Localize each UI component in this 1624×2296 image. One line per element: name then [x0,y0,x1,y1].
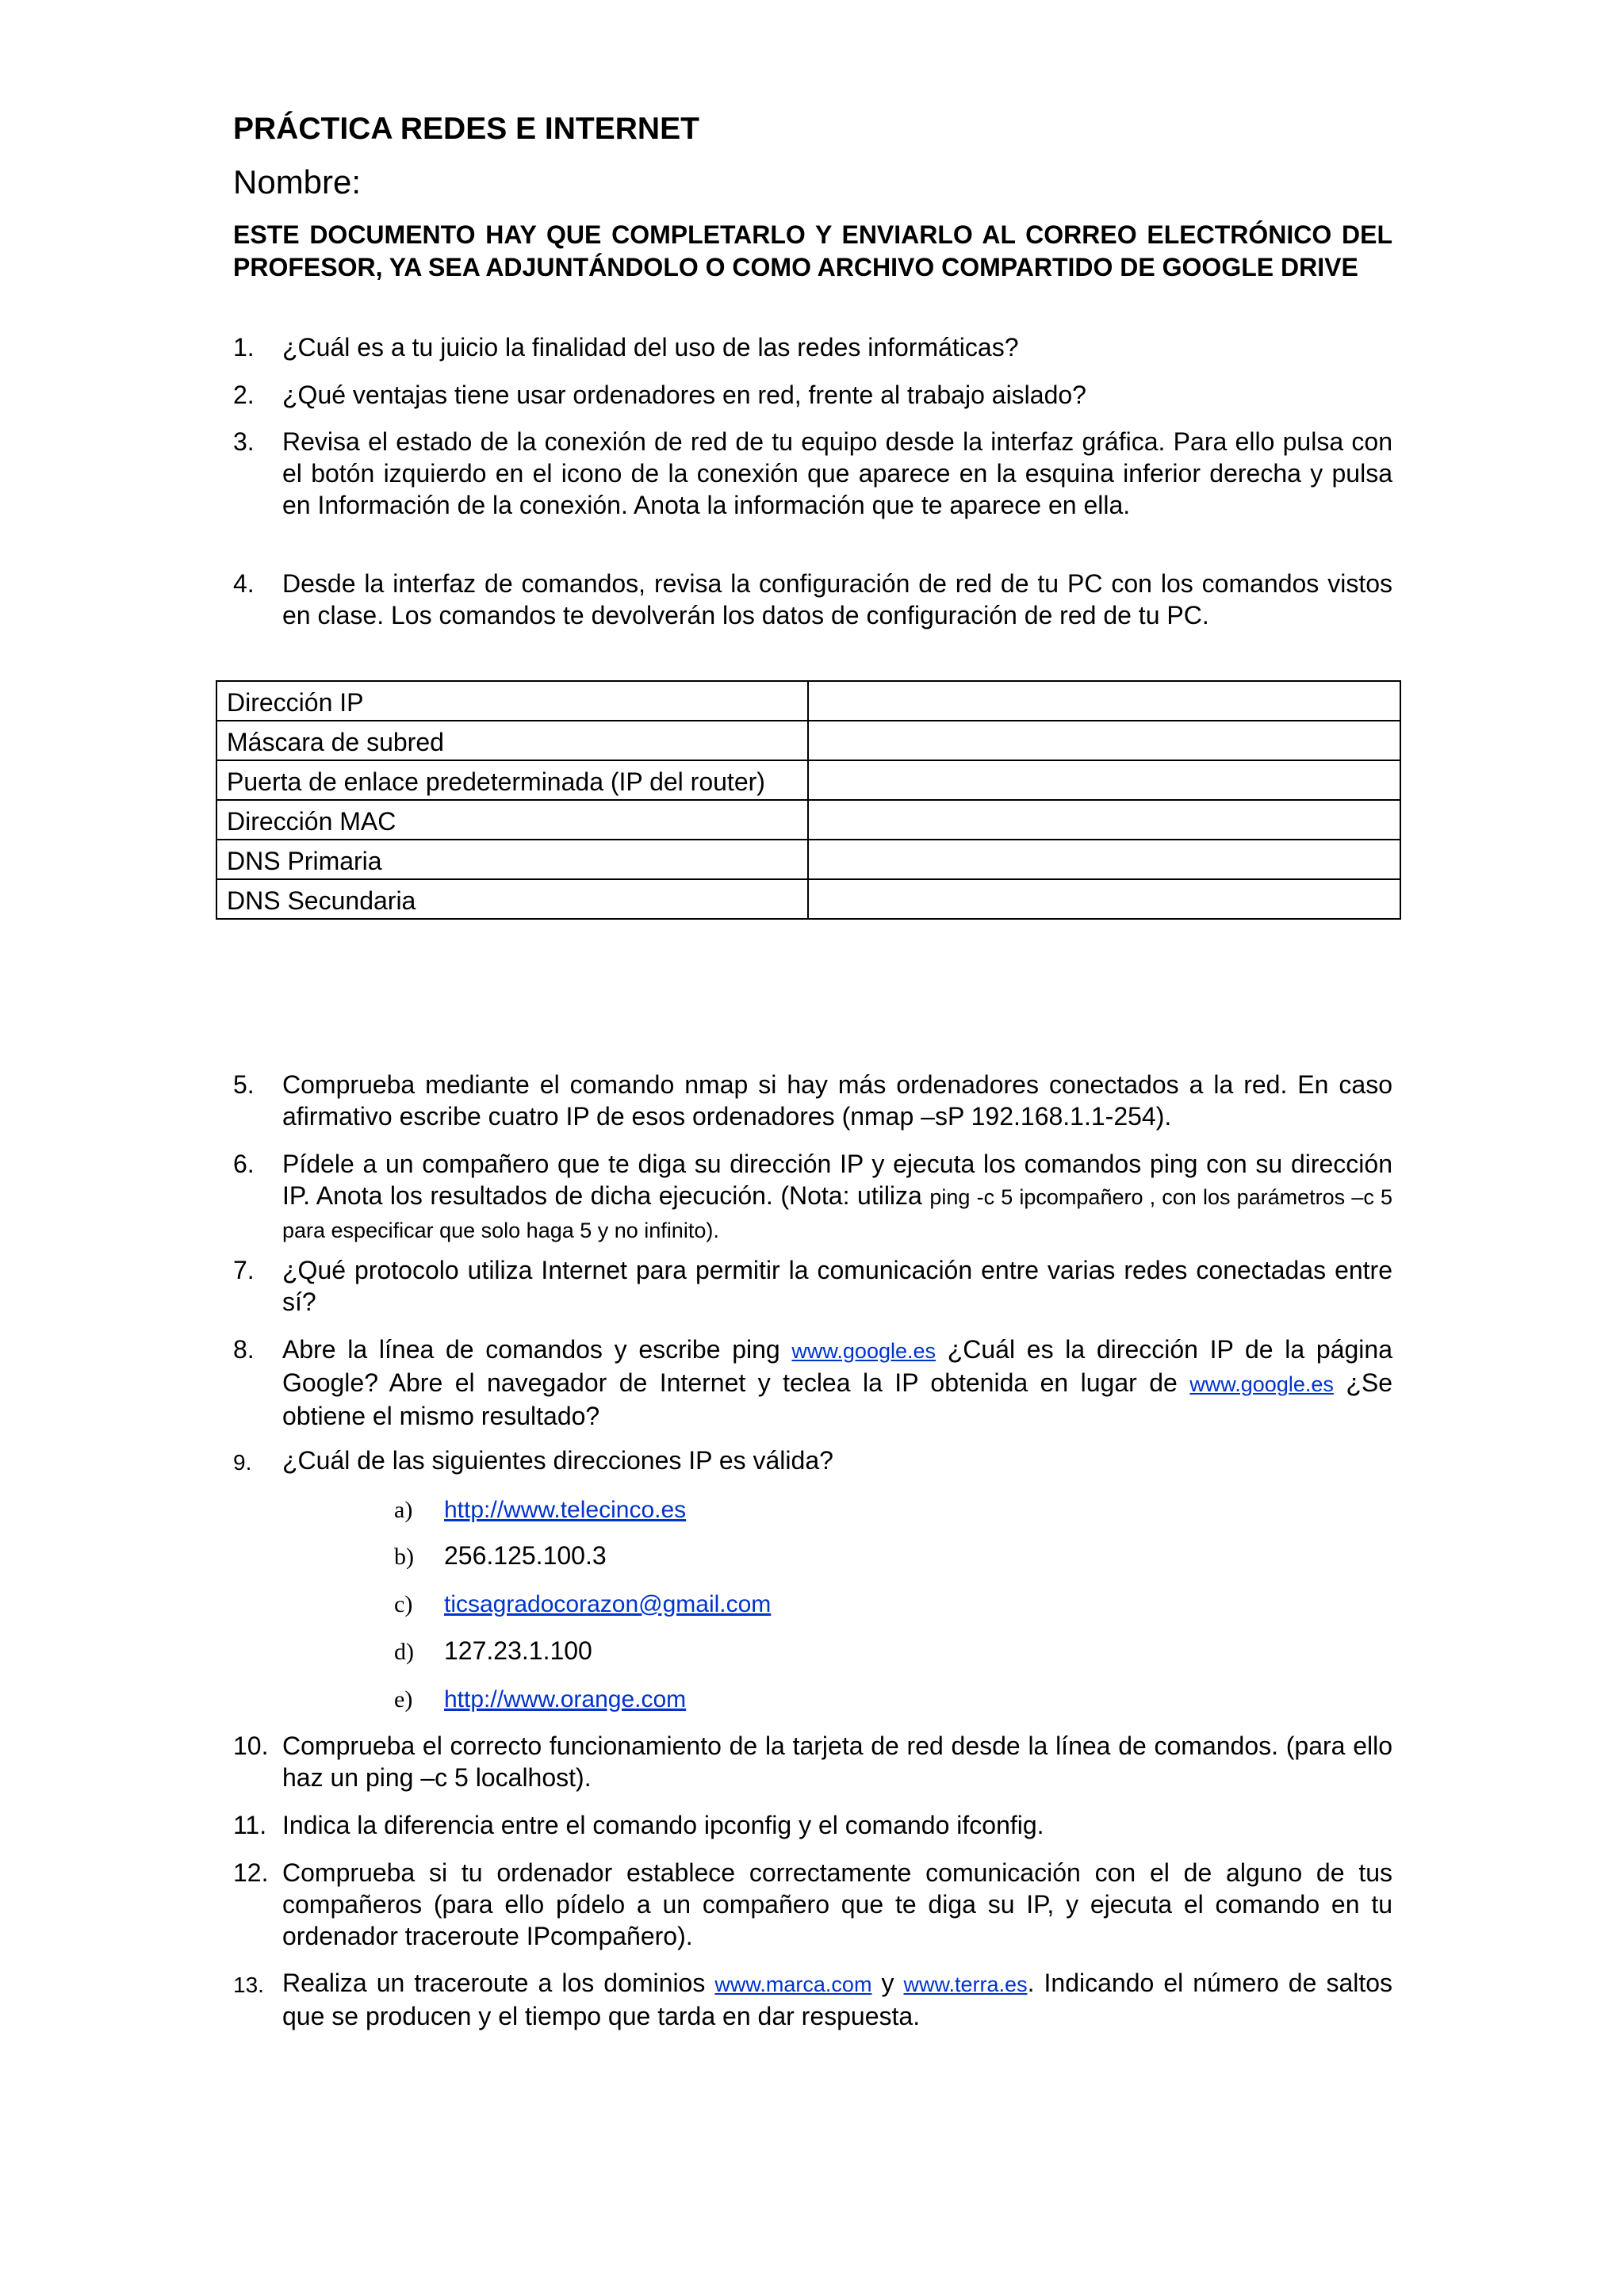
table-label: Máscara de subred [216,721,808,760]
option-a [394,1493,686,1526]
question-12 [233,1857,1392,1952]
question-number: 10. [233,1732,269,1760]
table-row [216,879,1400,919]
marca-link[interactable]: www.marca.com [714,1973,872,1996]
question-text: ¿Qué ventajas tiene usar ordenadores en red, frente al trabajo aislado? [282,381,1086,409]
terra-link[interactable]: www.terra.es [903,1973,1028,1996]
option-link[interactable]: http://www.orange.com [444,1686,687,1712]
table-label: Puerta de enlace predeterminada (IP del router) [216,760,808,800]
option-letter: c) [394,1591,413,1617]
question-number: 6. [233,1150,255,1178]
question-2 [233,379,1392,411]
google-link[interactable]: www.google.es [1189,1372,1334,1396]
table-row [216,840,1400,879]
question-text: Desde la interfaz de comandos, revisa la configuración de red de tu PC con los comandos vistos en clase. Los comandos te devolverán los datos de configuración de red de tu PC. [282,569,1392,629]
table-label: Dirección IP [216,681,808,721]
question-1 [233,331,1392,363]
option-letter: e) [394,1686,413,1712]
question-text: Comprueba si tu ordenador establece correctamente comunicación con el de alguno de tus compañeros (para ello pídelo a un compañero que te diga su IP, y ejecuta el comando en tu ordenador traceroute IPcompañero). [282,1858,1392,1950]
table-row [216,721,1400,760]
question-text [282,1334,1392,1432]
table-row [216,800,1400,840]
question-text: Indica la diferencia entre el comando ipconfig y el comando ifconfig. [282,1811,1044,1839]
question-4 [233,568,1392,631]
table-label: Dirección MAC [216,800,808,840]
table-value-cell[interactable] [808,721,1400,760]
option-e [394,1682,686,1716]
question-5 [233,1069,1392,1132]
question-number: 3. [233,427,255,456]
question-text [282,1967,1392,2032]
option-d [394,1635,592,1667]
option-value: 127.23.1.100 [444,1636,592,1665]
option-letter: a) [394,1497,413,1523]
question-text [282,1148,1392,1246]
question-number: 7. [233,1256,255,1284]
question-number: 2. [233,381,255,409]
google-link[interactable]: www.google.es [791,1339,936,1363]
question-number: 11. [233,1811,267,1839]
question-text-part: ¿Cuál es la dirección IP de la página Google? Abre el navegador de Internet y teclea la IP obtenida en lugar de [282,1335,1393,1397]
table-row [216,760,1400,800]
option-link[interactable]: ticsagradocorazon@gmail.com [444,1591,772,1617]
question-number: 13. [233,1973,264,1997]
question-number: 1. [233,333,255,362]
question-text-part: y [881,1969,894,1997]
question-text-main: Pídele a un compañero que te diga su dirección IP y ejecuta los comandos ping con su dirección IP. Anota los resultados de dicha ejecución. (Nota: utiliza [282,1150,1392,1210]
option-letter: b) [394,1544,414,1570]
question-text-part: . Indicando el número de saltos que se producen y el tiempo que tarda en dar respuesta. [282,1969,1393,2030]
question-text: ¿Cuál de las siguientes direcciones IP es válida? [282,1446,833,1475]
table-label: DNS Primaria [216,840,808,879]
question-number: 5. [233,1070,255,1099]
table-value-cell[interactable] [808,760,1400,800]
question-number: 4. [233,569,255,598]
option-c [394,1587,771,1621]
instructions: ESTE DOCUMENTO HAY QUE COMPLETARLO Y ENVIARLO AL CORREO ELECTRÓNICO DEL PROFESOR, YA SEA ADJUNTÁNDOLO O COMO ARCHIVO COMPARTIDO DE GOOGLE DRIVE [233,220,1392,281]
question-number: 8. [233,1335,255,1364]
document-title: PRÁCTICA REDES E INTERNET [233,112,699,146]
table-value-cell[interactable] [808,681,1400,721]
option-letter: d) [394,1639,414,1665]
question-note: ping -c 5 ipcompañero , con los parámetros –c 5 para especificar que solo haga 5 y no infinito). [282,1185,1393,1242]
question-8 [233,1334,1392,1432]
question-9 [233,1445,1392,1476]
question-3 [233,426,1392,521]
question-text-part: Realiza un traceroute a los dominios [282,1969,706,1997]
table-value-cell[interactable] [808,879,1400,919]
question-text: ¿Cuál es a tu juicio la finalidad del uso de las redes informáticas? [282,333,1019,362]
question-text-part: Abre la línea de comandos y escribe ping [282,1335,780,1364]
question-11 [233,1809,1392,1841]
option-value: 256.125.100.3 [444,1541,607,1570]
question-text-part: ¿Se obtiene el mismo resultado? [282,1368,1392,1430]
question-text: ¿Qué protocolo utiliza Internet para permitir la comunicación entre varias redes conectadas entre sí? [282,1256,1392,1316]
option-link[interactable]: http://www.telecinco.es [444,1497,687,1523]
network-config-table [216,680,1401,920]
question-6 [233,1148,1392,1246]
name-label: Nombre: [233,163,362,201]
question-text: Comprueba el correcto funcionamiento de la tarjeta de red desde la línea de comandos. (para ello haz un ping –c 5 localhost). [282,1732,1392,1792]
question-text: Revisa el estado de la conexión de red de tu equipo desde la interfaz gráfica. Para ello pulsa con el botón izquierdo en el icono de la conexión que aparece en la esquina inferior derecha y pulsa en Información de la conexión. Anota la información que te aparece en ella. [282,427,1392,519]
option-b [394,1540,607,1571]
table-row [216,681,1400,721]
table-label: DNS Secundaria [216,879,808,919]
question-7 [233,1254,1392,1318]
question-number: 9. [233,1450,252,1475]
question-10 [233,1730,1392,1793]
question-number: 12. [233,1858,269,1887]
table-value-cell[interactable] [808,840,1400,879]
question-13 [233,1967,1392,2032]
question-text: Comprueba mediante el comando nmap si hay más ordenadores conectados a la red. En caso afirmativo escribe cuatro IP de esos ordenadores (nmap –sP 192.168.1.1-254). [282,1070,1392,1131]
table-value-cell[interactable] [808,800,1400,840]
